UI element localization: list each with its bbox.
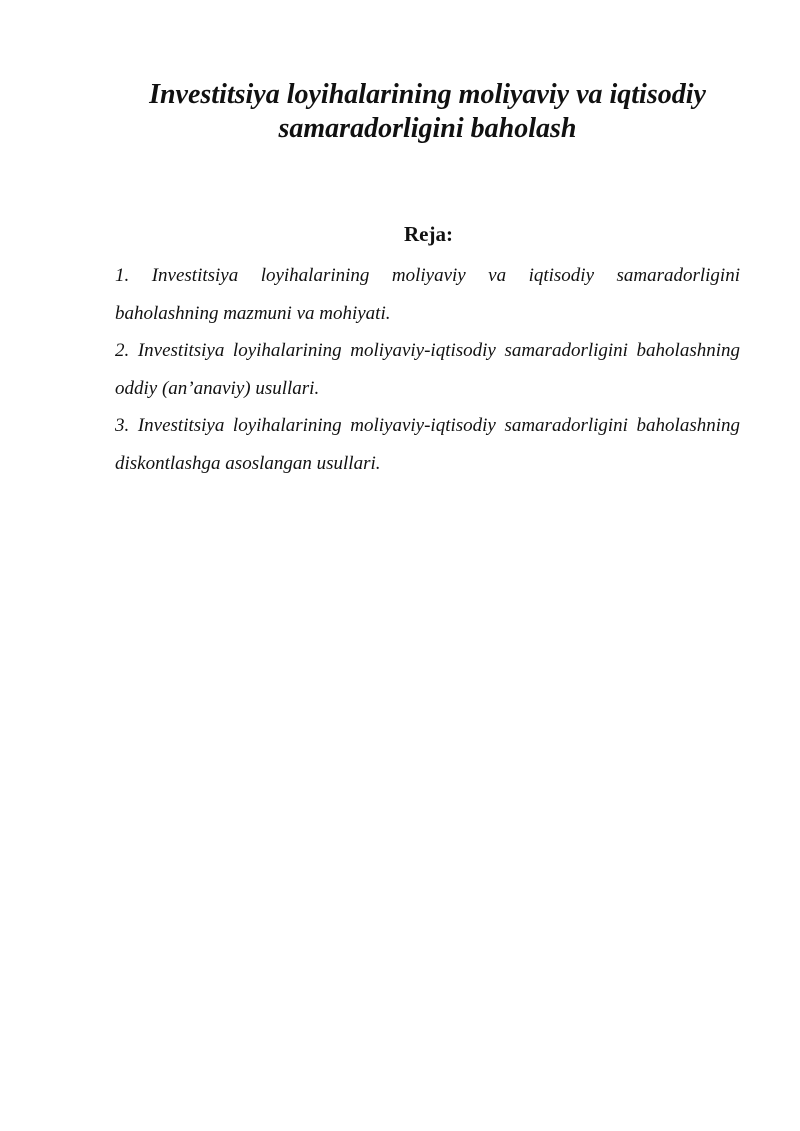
plan-list xyxy=(115,257,740,482)
document-title-line-2: samaradorligini baholash xyxy=(278,113,577,144)
plan-item-1: 1. Investitsiya loyihalarining moliyaviy va iqtisodiy samaradorligini baholashning mazmuni va mohiyati. xyxy=(115,265,740,324)
document-title-line-1: Investitsiya loyihalarining moliyaviy va iqtisodiy xyxy=(149,79,706,110)
plan-item-3: 3. Investitsiya loyihalarining moliyaviy-iqtisodiy samaradorligini baholashning diskontlashga asoslangan usullari. xyxy=(115,415,740,474)
document-title xyxy=(110,78,745,146)
plan-heading: Reja: xyxy=(404,222,453,246)
plan-item-2: 2. Investitsiya loyihalarining moliyaviy-iqtisodiy samaradorligini baholashning oddiy (an’anaviy) usullari. xyxy=(115,340,740,399)
